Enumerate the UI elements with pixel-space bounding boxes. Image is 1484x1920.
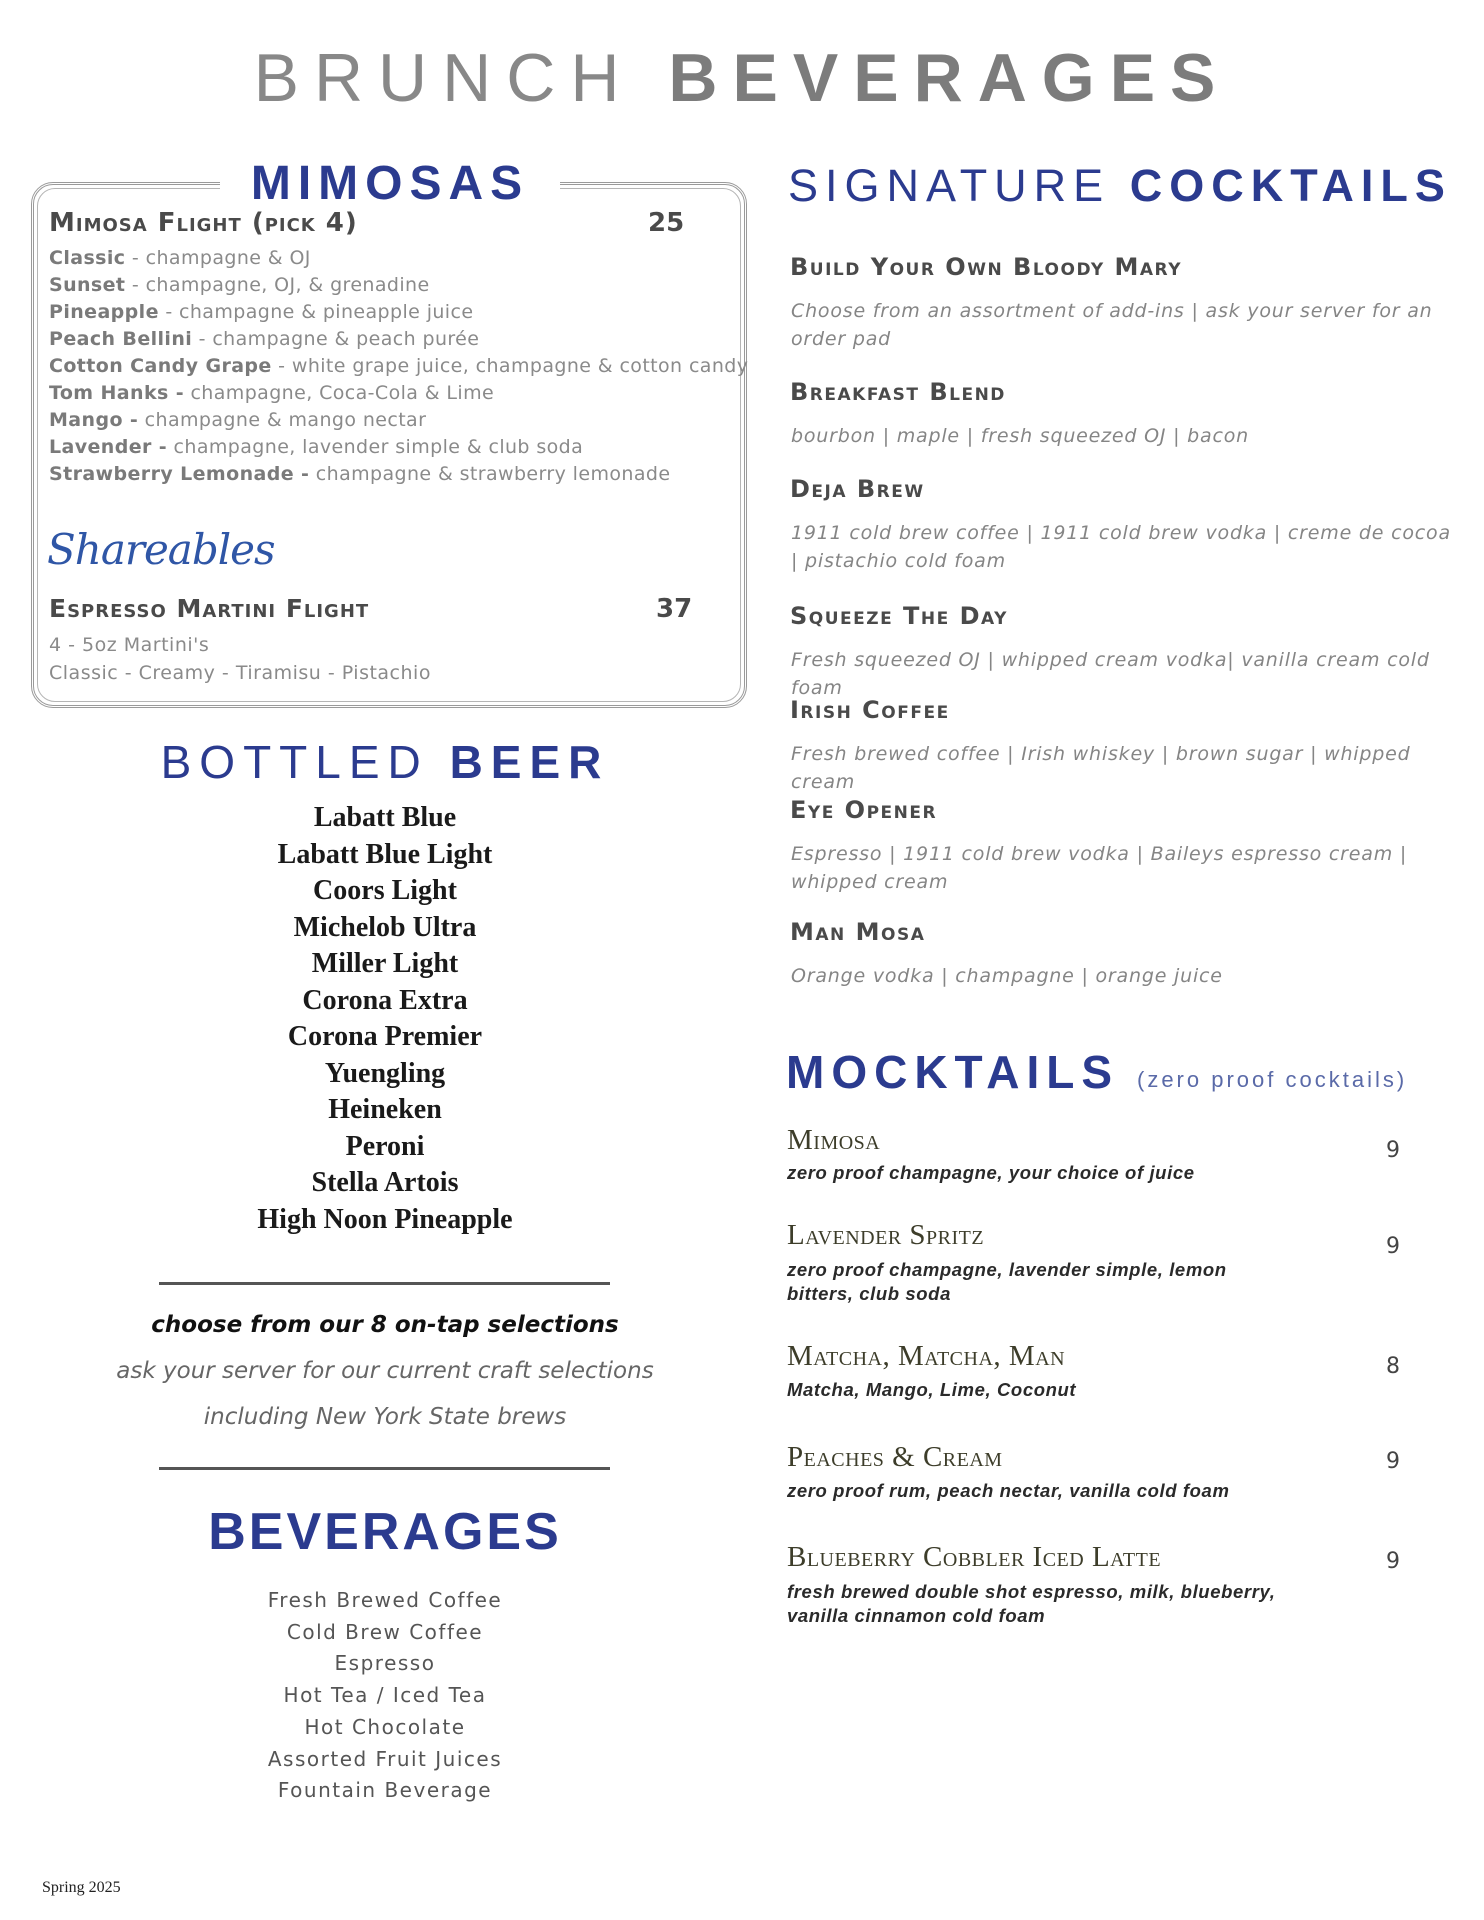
mimosa-item: Sunset - champagne, OJ, & grenadine — [49, 274, 430, 296]
divider-top — [159, 1282, 610, 1285]
mocktail-name: Mimosa — [787, 1124, 881, 1156]
beer-item: Corona Premier — [287, 1021, 483, 1052]
beer-heading-light: BOTTLED — [160, 736, 429, 788]
beer-item: High Noon Pineapple — [257, 1203, 513, 1235]
mimosa-item: Pineapple - champagne & pineapple juice — [49, 301, 474, 323]
cocktail-desc: Espresso | 1911 cold brew vodka | Baileys espresso cream | whipped cream — [791, 843, 1408, 893]
beer-item: Peroni — [345, 1130, 425, 1162]
cocktail-desc: Orange vodka | champagne | orange juice — [791, 965, 1223, 987]
beverage-item: Hot Tea / Iced Tea — [283, 1683, 487, 1708]
page-title — [0, 38, 1484, 118]
cocktail-desc: Choose from an assortment of add-ins | ask your server for an order pad — [791, 300, 1433, 350]
cocktail-name: Eye Opener — [790, 796, 938, 824]
beer-list — [60, 800, 710, 1238]
cocktail-desc: bourbon | maple | fresh squeezed OJ | bacon — [791, 425, 1249, 447]
cocktail-name: Squeeze The Day — [790, 602, 1008, 630]
beverages-list — [60, 1585, 710, 1807]
beverage-item: Fresh Brewed Coffee — [267, 1588, 503, 1612]
beverage-item: Hot Chocolate — [304, 1714, 466, 1739]
beverage-item: Fountain Beverage — [277, 1778, 493, 1803]
mimosa-item: Tom Hanks - champagne, Coca-Cola & Lime — [49, 382, 495, 404]
mocktails-subheading: (zero proof cocktails) — [1137, 1067, 1408, 1092]
beer-item: Labatt Blue — [313, 802, 457, 833]
espresso-flight-price: 37 — [656, 594, 693, 624]
mocktail-desc: fresh brewed double shot espresso, milk, blueberry, vanilla cinnamon cold foam — [787, 1581, 1276, 1626]
signature-cocktails-heading — [788, 160, 1452, 212]
cocktail-desc: Fresh squeezed OJ | whipped cream vodka| vanilla cream cold foam — [791, 649, 1430, 699]
title-light: BRUNCH — [253, 40, 635, 116]
mocktail-desc: Matcha, Mango, Lime, Coconut — [787, 1379, 1077, 1400]
beverage-item: Cold Brew Coffee — [286, 1619, 484, 1644]
mocktail-desc: zero proof champagne, lavender simple, lemon bitters, club soda — [787, 1259, 1227, 1304]
divider-bottom — [159, 1467, 610, 1470]
mimosa-item: Lavender - champagne, lavender simple & club soda — [49, 436, 584, 458]
espresso-flight-size: 4 - 5oz Martini's — [49, 634, 210, 656]
beverages-heading: BEVERAGES — [208, 1503, 562, 1561]
nys-brews-note: including New York State brews — [203, 1404, 567, 1430]
mocktail-desc: zero proof rum, peach nectar, vanilla cold foam — [787, 1480, 1230, 1501]
mimosa-item: Strawberry Lemonade - champagne & strawberry lemonade — [49, 463, 671, 485]
espresso-flight-flavors: Classic - Creamy - Tiramisu - Pistachio — [49, 662, 431, 684]
beverage-item: Assorted Fruit Juices — [267, 1746, 503, 1771]
mocktail-price: 9 — [1386, 1549, 1400, 1574]
shareables-heading: Shareables — [47, 525, 275, 574]
mocktail-price: 9 — [1386, 1449, 1400, 1474]
craft-note: ask your server for our current craft selections — [116, 1358, 654, 1384]
beer-item: Corona Extra — [302, 984, 468, 1016]
espresso-flight-title: Espresso Martini Flight — [49, 594, 370, 623]
cocktail-name: Build Your Own Bloody Mary — [790, 253, 1183, 281]
sig-heading-light: SIGNATURE — [788, 160, 1111, 211]
title-bold: BEVERAGES — [668, 40, 1231, 116]
beverage-item: Espresso — [334, 1651, 436, 1676]
mocktail-desc: zero proof champagne, your choice of juice — [787, 1162, 1195, 1183]
mimosa-item: Mango - champagne & mango nectar — [49, 409, 427, 431]
sig-heading-bold: COCKTAILS — [1129, 160, 1452, 211]
mimosa-item: Cotton Candy Grape - white grape juice, champagne & cotton candy — [49, 355, 749, 377]
mocktail-name: Matcha, Matcha, Man — [787, 1340, 1066, 1372]
mocktail-price: 9 — [1386, 1234, 1400, 1259]
beer-heading-bold: BEER — [449, 736, 610, 788]
cocktail-desc: Fresh brewed coffee | Irish whiskey | brown sugar | whipped cream — [791, 743, 1411, 793]
mimosas-heading: MIMOSAS — [220, 156, 560, 212]
mocktail-price: 9 — [1386, 1138, 1400, 1163]
beer-item: Michelob Ultra — [293, 911, 477, 943]
cocktail-name: Man Mosa — [790, 918, 926, 946]
beer-item: Coors Light — [313, 875, 457, 906]
cocktail-desc: 1911 cold brew coffee | 1911 cold brew vodka | creme de cocoa | pistachio cold foam — [791, 522, 1451, 572]
mimosa-flight-title: Mimosa Flight (pick 4) — [49, 208, 358, 238]
mocktail-name: Blueberry Cobbler Iced Latte — [787, 1541, 1162, 1573]
beer-item: Stella Artois — [311, 1167, 459, 1198]
mimosa-flight-price: 25 — [648, 208, 685, 238]
season-label: Spring 2025 — [42, 1879, 121, 1896]
mocktails-heading: MOCKTAILS — [786, 1046, 1120, 1098]
on-tap-note: choose from our 8 on-tap selections — [151, 1312, 619, 1338]
beer-item: Miller Light — [311, 948, 459, 979]
cocktail-name: Deja Brew — [790, 475, 925, 503]
beer-item: Labatt Blue Light — [277, 838, 493, 870]
mimosa-item: Peach Bellini - champagne & peach purée — [49, 328, 480, 350]
mimosa-item: Classic - champagne & OJ — [49, 247, 311, 269]
mocktail-price: 8 — [1386, 1354, 1400, 1379]
mocktail-name: Lavender Spritz — [787, 1219, 985, 1251]
cocktail-name: Breakfast Blend — [790, 378, 1006, 406]
mocktail-name: Peaches & Cream — [787, 1441, 1003, 1473]
cocktail-name: Irish Coffee — [790, 696, 950, 724]
beer-item: Heineken — [328, 1094, 442, 1125]
beer-item: Yuengling — [324, 1057, 446, 1089]
bottled-beer-heading — [60, 735, 710, 789]
